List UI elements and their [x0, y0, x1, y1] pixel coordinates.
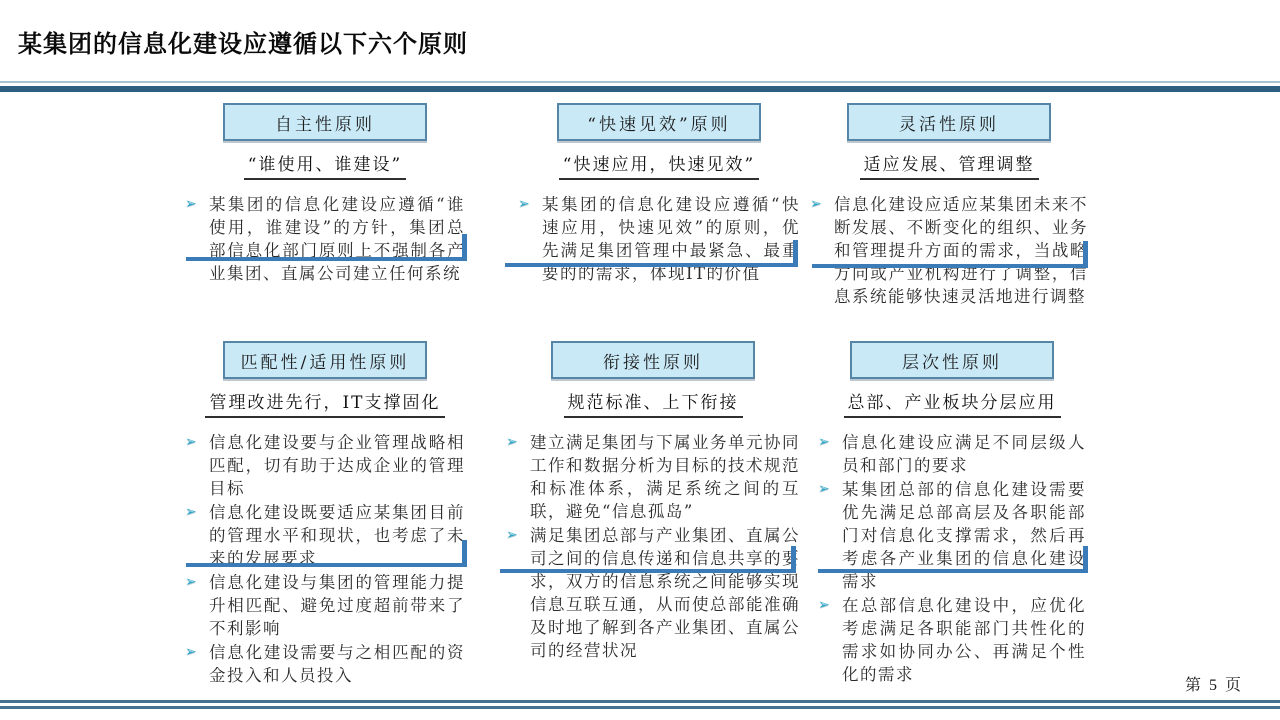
principle-title-box [551, 341, 755, 379]
slide-title: 某集团的信息化建设应遵循以下六个原则 [18, 31, 468, 58]
shadow-line [812, 241, 1088, 268]
arrow-bullet-icon: ➢ [818, 597, 830, 613]
principle-title-box [847, 103, 1051, 141]
principle-title: 自主性原则 [275, 114, 375, 135]
bullet-item [185, 641, 465, 687]
bullet-text: 信息化建设应适应某集团未来不断发展、不断变化的组织、业务和管理提升方面的需求，当战略方向或产业机构进行了调整，信息系统能够快速灵活地进行调整 [834, 195, 1088, 306]
arrow-bullet-icon: ➢ [185, 504, 197, 520]
bullet-text: 信息化建设应满足不同层级人员和部门的要求 [842, 433, 1086, 475]
principle-subtitle [185, 388, 465, 418]
principle-title-box [223, 103, 427, 141]
principle-subtitle-text: “快速应用，快速见效” [559, 150, 759, 180]
arrow-bullet-icon: ➢ [810, 196, 822, 212]
footer-divider [0, 700, 1280, 709]
principle-title: 衔接性原则 [603, 352, 703, 373]
principle-card-flexibility [810, 103, 1088, 309]
bullet-item [818, 431, 1086, 477]
bullet-item [506, 431, 800, 523]
header-divider-thick [0, 86, 1280, 92]
principle-title: 灵活性原则 [899, 114, 999, 135]
shadow-line [818, 546, 1088, 573]
shadow-line [500, 546, 796, 573]
arrow-bullet-icon: ➢ [185, 196, 197, 212]
bullet-text: 某集团的信息化建设应遵循“快速应用，快速见效”的原则，优先满足集团管理中最紧急、最重要的的需求，体现IT的价值 [542, 195, 800, 283]
principle-title: “快速见效”原则 [587, 114, 731, 135]
principle-card-connectivity [506, 341, 800, 663]
arrow-bullet-icon: ➢ [818, 481, 830, 497]
principle-subtitle [506, 388, 800, 418]
bullet-text: 某集团总部的信息化建设需要优先满足总部高层及各职能部门对信息化支撑需求，然后再考虑各产业集团的信息化建设需求 [842, 480, 1086, 591]
principle-title: 层次性原则 [902, 352, 1002, 373]
principle-title-box [557, 103, 761, 141]
shadow-line [186, 540, 467, 567]
bullet-item [818, 478, 1086, 593]
page-number: 第 5 页 [1185, 677, 1244, 694]
arrow-bullet-icon: ➢ [518, 196, 530, 212]
principle-subtitle [810, 150, 1088, 180]
principle-title-box [850, 341, 1054, 379]
principle-subtitle-text: 总部、产业板块分层应用 [844, 388, 1061, 418]
arrow-bullet-icon: ➢ [506, 527, 518, 543]
shadow-line [505, 240, 798, 267]
principle-subtitle-text: 规范标准、上下衔接 [564, 388, 743, 418]
arrow-bullet-icon: ➢ [506, 434, 518, 450]
bullet-text: 在总部信息化建设中，应优化考虑满足各职能部门共性化的需求如协同办公、再满足个性化的需求 [842, 596, 1086, 684]
bullet-item [506, 524, 800, 662]
bullet-item [518, 193, 800, 285]
arrow-bullet-icon: ➢ [185, 574, 197, 590]
arrow-bullet-icon: ➢ [818, 434, 830, 450]
principle-subtitle [818, 388, 1086, 418]
principle-title-box [223, 341, 427, 379]
bullet-text: 满足集团总部与产业集团、直属公司之间的信息传递和信息共享的要求，双方的信息系统之间能够实现信息互联互通，从而使总部能准确及时地了解到各产业集团、直属公司的经营状况 [530, 526, 800, 660]
header-divider-thin [0, 81, 1280, 83]
bullet-item [818, 594, 1086, 686]
arrow-bullet-icon: ➢ [185, 644, 197, 660]
principle-subtitle-text: 适应发展、管理调整 [860, 150, 1039, 180]
principle-subtitle [518, 150, 800, 180]
principle-subtitle-text: “谁使用、谁建设” [244, 150, 406, 180]
bullet-text: 某集团的信息化建设应遵循“谁使用，谁建设”的方针，集团总部信息化部门原则上不强制各产业集团、直属公司建立任何系统 [209, 195, 465, 283]
arrow-bullet-icon: ➢ [185, 434, 197, 450]
bullet-text: 建立满足集团与下属业务单元协同工作和数据分析为目标的技术规范和标准体系，满足系统之间的互联，避免“信息孤岛” [530, 433, 800, 521]
bullet-text: 信息化建设需要与之相匹配的资金投入和人员投入 [209, 643, 465, 685]
principle-card-hierarchy [818, 341, 1086, 687]
principle-card-compatibility [185, 341, 465, 688]
bullet-text: 信息化建设既要适应某集团目前的管理水平和现状，也考虑了未来的发展要求 [209, 503, 465, 568]
bullet-list [518, 193, 800, 285]
bullet-text: 信息化建设要与企业管理战略相匹配，切有助于达成企业的管理目标 [209, 433, 465, 498]
bullet-text: 信息化建设与集团的管理能力提升相匹配、避免过度超前带来了不利影响 [209, 573, 465, 638]
principle-subtitle [185, 150, 465, 180]
shadow-line [186, 234, 467, 261]
principle-subtitle-text: 管理改进先行，IT支撑固化 [205, 388, 444, 418]
principle-title: 匹配性/适用性原则 [240, 352, 410, 373]
bullet-item [185, 571, 465, 640]
bullet-item [185, 431, 465, 500]
